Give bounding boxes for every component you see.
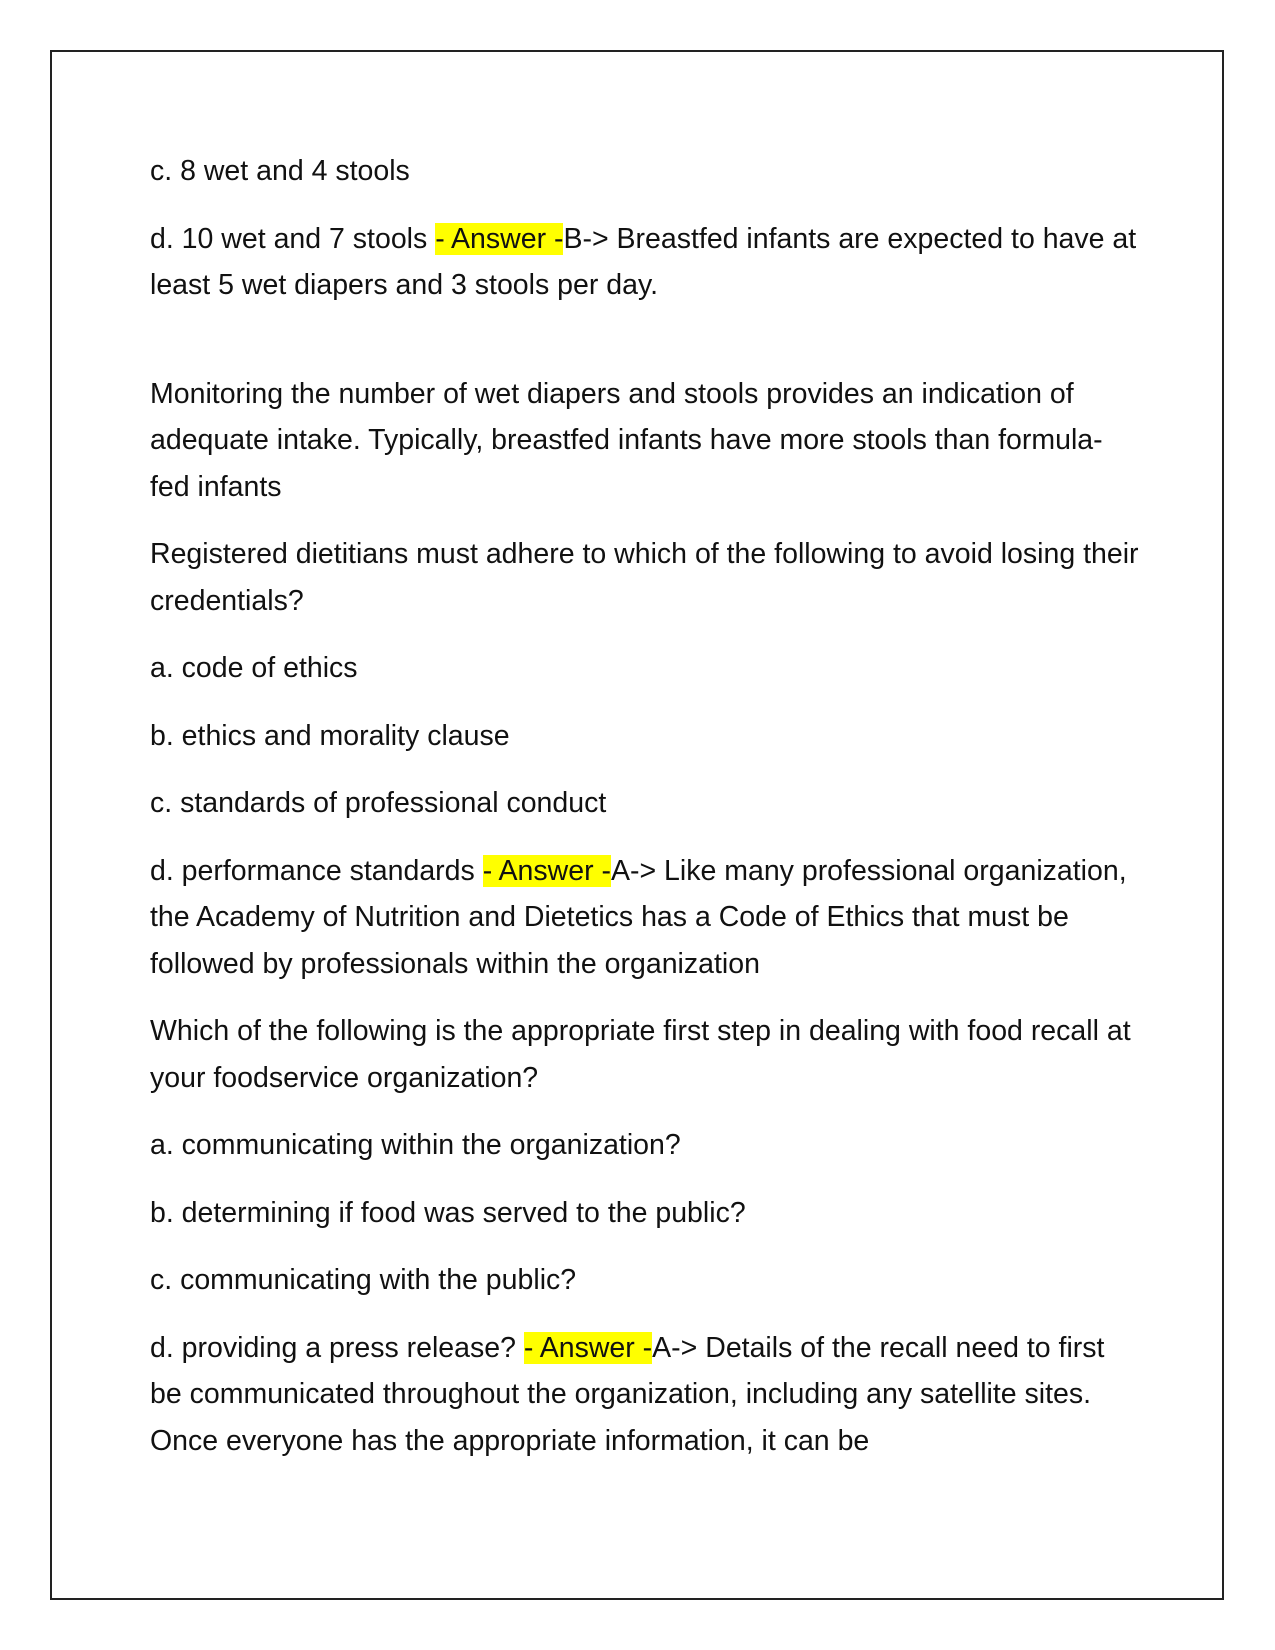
option-d-ethics-with-answer — [150, 848, 1140, 988]
answer-text: A-> Details of the recall need to first be communicated throughout the organization, including any satellite sites. Once everyone has the appropriate information, it can be — [150, 1331, 1105, 1457]
option-b-recall: b. determining if food was served to the public? — [150, 1196, 746, 1229]
answer-highlight: - Answer - — [435, 222, 564, 255]
option-c-ethics: c. standards of professional conduct — [150, 787, 607, 819]
option-a-ethics: a. code of ethics — [150, 652, 358, 684]
option-b-ethics: b. ethics and morality clause — [150, 719, 510, 752]
document-body — [150, 148, 1140, 1485]
answer-highlight: - Answer - — [482, 854, 611, 887]
answer-highlight: - Answer - — [523, 1331, 653, 1364]
answer-text: B-> Breastfed infants are expected to have at least 5 wet diapers and 3 stools per day. — [150, 222, 1137, 301]
option-a-recall: a. communicating within the organization? — [150, 1129, 681, 1161]
question-food-recall: Which of the following is the appropriate first step in dealing with food recall at your foodservice organization? — [150, 1015, 1131, 1094]
option-d-diapers-with-answer — [150, 216, 1140, 309]
option-d-text: d. providing a press release? — [150, 1331, 524, 1364]
answer-text: A-> Like many professional organization, the Academy of Nutrition and Dietetics has a Code of Ethics that must be followed by professionals within the organization — [150, 854, 1127, 980]
option-d-text: d. performance standards — [150, 854, 483, 887]
option-c-recall: c. communicating with the public? — [150, 1264, 577, 1296]
option-d-recall-with-answer — [150, 1325, 1140, 1465]
question-credentials: Registered dietitians must adhere to which of the following to avoid losing their credentials? — [150, 538, 1139, 617]
option-c-diapers: c. 8 wet and 4 stools — [150, 155, 410, 187]
explanation-paragraph: Monitoring the number of wet diapers and stools provides an indication of adequate intake. Typically, breastfed infants have more stools than formula-fed infants — [150, 377, 1103, 503]
option-d-text: d. 10 wet and 7 stools — [150, 222, 436, 255]
